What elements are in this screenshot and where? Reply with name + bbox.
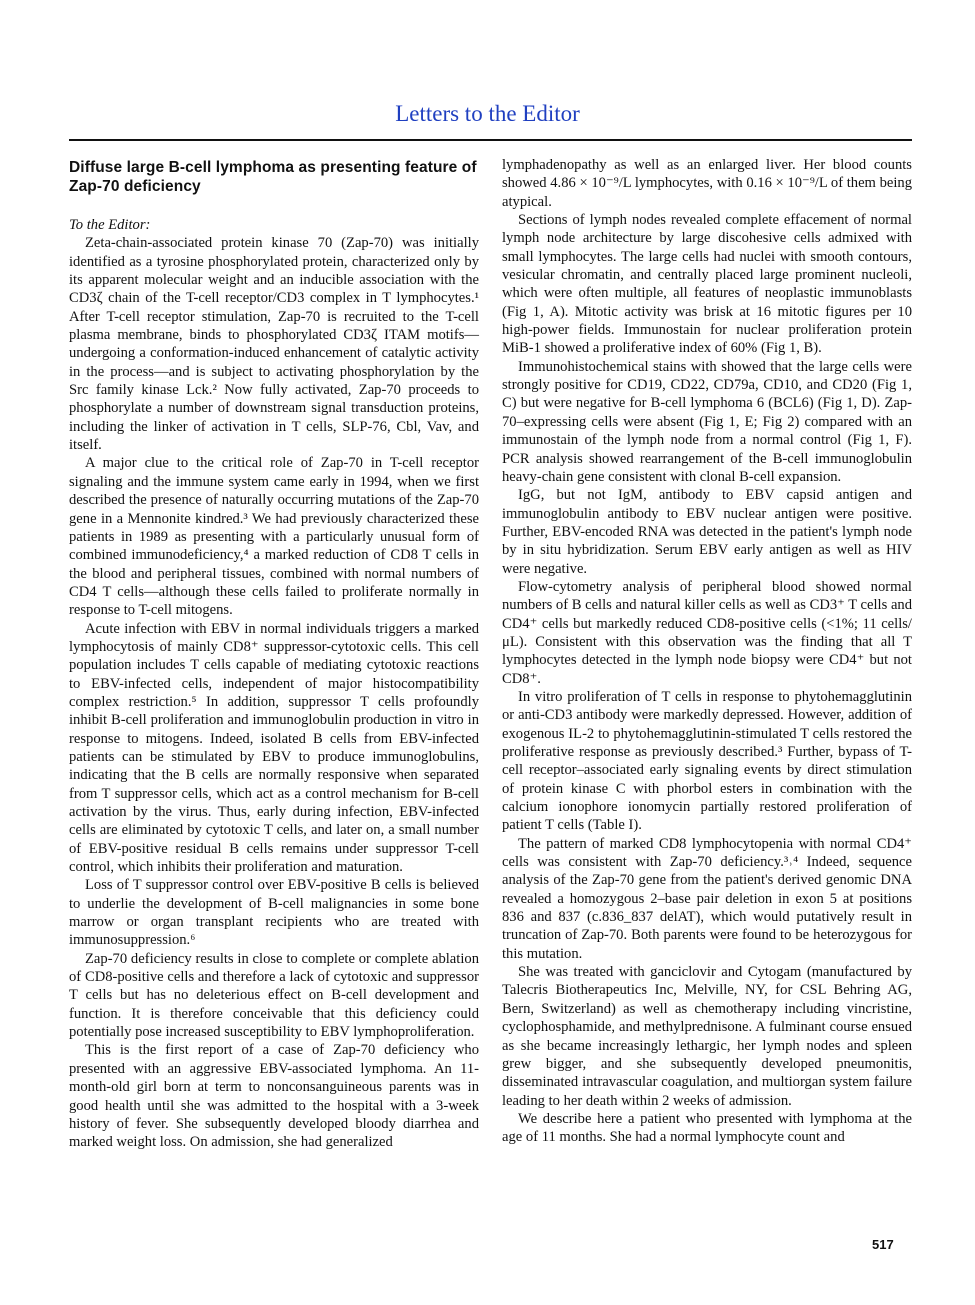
paragraph-right-4: IgG, but not IgM, antibody to EBV capsid antigen and immunoglobulin antibody to EBV nuclear antigen were positive. Further, EBV-encoded RNA was detected in the patient's lymph node by in situ hybridization. Serum EBV early antigen as well as HIV were negative. [502, 487, 912, 577]
paragraph-right-2: Sections of lymph nodes revealed complete effacement of normal lymph node architecture by large discohesive cells admixed with small lymphocytes. The large cells had nuclei with smooth contours, vesicular chromatin, and centrally placed large prominent nucleoli, which were often multiple, all features of neoplastic immunoblasts (Fig 1, A). Mitotic activity was brisk at 16 mitotic figures per 10 high-power fields. Immunostain for nuclear proliferation protein MiB-1 showed a proliferative index of 60% (Fig 1, B). [502, 212, 912, 357]
paragraph-left-3: Acute infection with EBV in normal individuals triggers a marked lymphocytosis of mainly CD8⁺ suppressor-cytotoxic cells. This cell population includes T cells capable of mediating cytotoxic reactions to EBV-infected cells, independent of major histocompatibility complex restriction.⁵ In addition, suppressor T cells profoundly inhibit B-cell proliferation and immunoglobulin production in vitro in response to mitogens. Indeed, isolated B cells from EBV-infected patients can be stimulated by EBV to produce immunoglobulins, indicating that the B cells are normally responsive when separated from T suppressor cells, which act as a control mechanism for B-cell activation by the virus. Thus, early during infection, EBV-infected cells are eliminated by cytotoxic T cells, and later on, a small number of EBV-positive residual B cells remains under suppressor T-cell control, which inhibits their proliferation and maturation. [69, 620, 479, 876]
paragraph-right-8: She was treated with ganciclovir and Cytogam (manufactured by Talecris Biotherapeutics Inc, Melville, NY, for CSL Behring AG, Bern, Switzerland) as well as chemotherapy including vincristine, cyclophosphamide, and methylprednisone. A fulminant course ensued as she became increasingly lethargic, her lymph nodes and spleen grew bigger, and she subsequently developed pneumonitis, disseminated intravascular coagulation, and multiorgan system failure leading to her death within 2 weeks of admission. [502, 964, 912, 1109]
section-title: Letters to the Editor [395, 101, 580, 126]
right-column [502, 156, 912, 1147]
paragraph-right-9: We describe here a patient who presented with lymphoma at the age of 11 months. She had a normal lymphocyte count and [502, 1110, 912, 1146]
paragraph-left-1: Zeta-chain-associated protein kinase 70 (Zap-70) was initially identified as a tyrosine phosphorylated protein, characterized only by its apparent molecular weight and an inducible association with the CD3ζ chain of the T-cell receptor/CD3 complex in T lymphocytes.¹ After T-cell receptor stimulation, Zap-70 is recruited to the T-cell plasma membrane, binds to phosphorylated CD3ζ ITAM motifs—undergoing a conformation-induced enhancement of catalytic activity in the process—and is subject to activating phosphorylation by the Src family kinase Lck.² Now fully activated, Zap-70 proceeds to phosphorylate a number of downstream signal transduction proteins, including the linker of activation in T cells, SLP-76, Cbl, Vav, and itself. [69, 235, 479, 454]
salutation: To the Editor: [69, 217, 151, 233]
page-number: 517 [872, 1237, 894, 1252]
paragraph-left-2: A major clue to the critical role of Zap-70 in T-cell receptor signaling and the immune system came early in 1994, when we first described the presence of naturally occurring mutations of the Zap-70 gene in a Mennonite kindred.³ We had previously characterized these patients in 1989 as presenting with a particularly unusual form of combined immunodeficiency,⁴ a marked reduction of CD8 T cells in the blood and peripheral tissues, combined with normal numbers of CD4 T cells—although these cells failed to proliferate normally in response to T-cell mitogens. [69, 455, 479, 619]
paragraph-left-4: Loss of T suppressor control over EBV-positive B cells is believed to underlie the development of B-cell malignancies in some bone marrow or organ transplant recipients who are treated with immunosuppression.⁶ [69, 877, 479, 949]
article-title: Diffuse large B-cell lymphoma as presenting feature of Zap-70 deficiency [69, 159, 477, 195]
header-rule [69, 139, 912, 141]
paragraph-right-1: lymphadenopathy as well as an enlarged liver. Her blood counts showed 4.86 × 10⁻⁹/L lymphocytes, with 0.16 × 10⁻⁹/L of them being atypical. [502, 157, 912, 210]
paragraph-right-3: Immunohistochemical stains with showed that the large cells were strongly positive for CD19, CD22, CD79a, CD10, and CD20 (Fig 1, C) but were negative for B-cell lymphoma 6 (BCL6) (Fig 1, D). Zap-70–expressing cells were absent (Fig 1, E; Fig 2) compared with an immunostain of the lymph node from a normal control (Fig 1, F). PCR analysis showed rearrangement of the B-cell immunoglobulin heavy-chain gene consistent with clonal B-cell expansion. [502, 358, 912, 485]
paragraph-right-7: The pattern of marked CD8 lymphocytopenia with normal CD4⁺ cells was consistent with Zap-70 deficiency.³˒⁴ Indeed, sequence analysis of the Zap-70 gene from the patient's derived genomic DNA revealed a homozygous 2–base pair deletion in exon 5 at positions 836 and 837 (c.836_837 delAT), which would putatively result in truncation of Zap-70. Both parents were found to be heterozygous for this mutation. [502, 835, 912, 962]
left-column [69, 156, 479, 1152]
paragraph-left-6: This is the first report of a case of Zap-70 deficiency who presented with an aggressive EBV-associated lymphoma. An 11-month-old girl born at term to nonconsanguineous parents was in good health until she was admitted to the hospital with a 3-week history of fever. She subsequently developed bloody diarrhea and marked weight loss. On admission, she had generalized [69, 1042, 479, 1151]
paragraph-left-5: Zap-70 deficiency results in close to complete or complete ablation of CD8-positive cells and therefore a lack of cytotoxic and suppressor T cells but has no deleterious effect on B-cell development and function. It is therefore conceivable that this deficiency could potentially pose increased susceptibility to EBV lymphoproliferation. [69, 950, 479, 1041]
paragraph-right-5: Flow-cytometry analysis of peripheral blood showed normal numbers of B cells and natural killer cells as well as CD3⁺ T cells and CD4⁺ cells but markedly reduced CD8-positive cells (<1%; 11 cells/μL). Consistent with this observation was the finding that all T lymphocytes detected in the lymph node biopsy were CD4⁺ but not CD8⁺. [502, 578, 913, 687]
paragraph-right-6: In vitro proliferation of T cells in response to phytohemagglutinin or anti-CD3 antibody were markedly depressed. However, addition of exogenous IL-2 to phytohemagglutinin-stimulated T cells restored the proliferative response as previously described.³ Further, bypass of T-cell receptor–associated early signaling events by direct stimulation of protein kinase C with phorbol esters in combination with the calcium ionophore ionomycin partially restored proliferation of patient T cells (Table I). [502, 688, 912, 834]
